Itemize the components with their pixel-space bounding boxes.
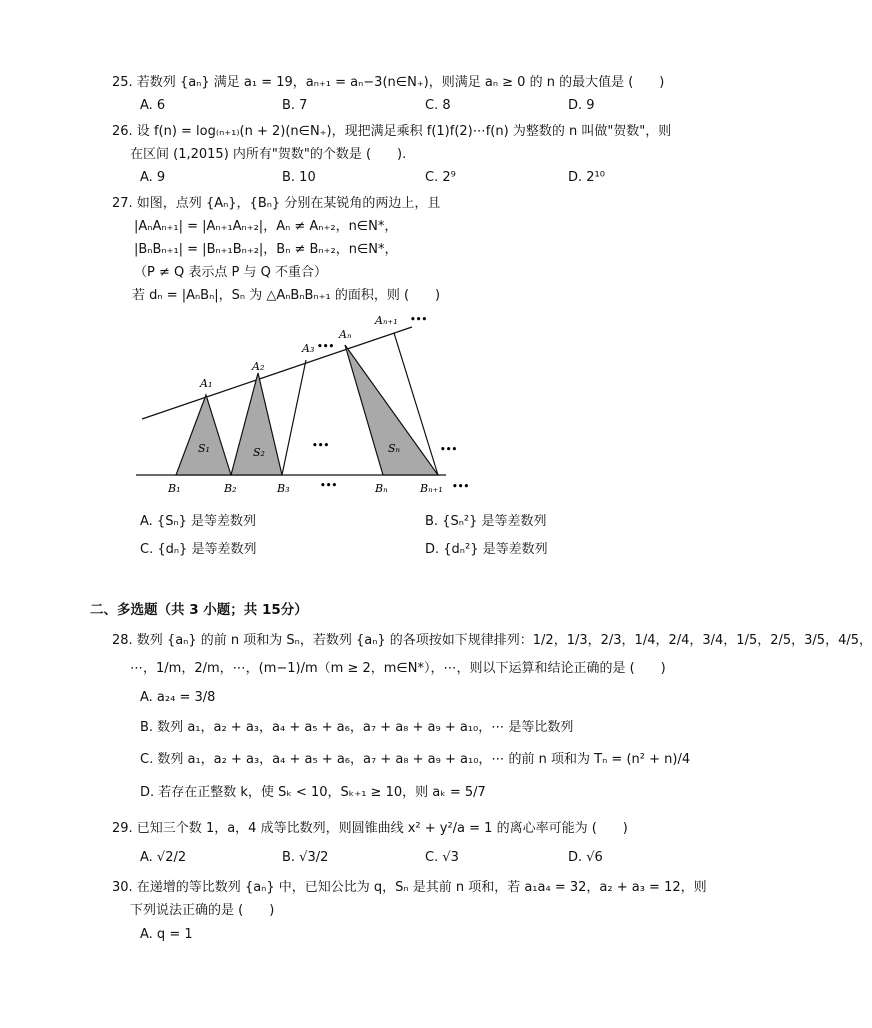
ellipsis-bottom: •••	[320, 481, 338, 491]
label-s1: S₁	[198, 442, 210, 455]
q28-option-c[interactable]: C. 数列 a₁，a₂ + a₃，a₄ + a₅ + a₆，a₇ + a₈ + a₉ + a₁₀，⋯ 的前 n 项和为 Tₙ = (n² + n)/4	[140, 752, 691, 767]
label-sn: Sₙ	[388, 442, 400, 455]
section-title: 二、多选题（共 3 小题；共 15分）	[90, 602, 308, 618]
q28-option-b[interactable]: B. 数列 a₁，a₂ + a₃，a₄ + a₅ + a₆，a₇ + a₈ + a₉ + a₁₀，⋯ 是等比数列	[140, 720, 574, 735]
q28-option-d[interactable]: D. 若存在正整数 k，使 Sₖ < 10，Sₖ₊₁ ≥ 10，则 aₖ = 5/7	[140, 785, 486, 800]
triangle-sn	[345, 345, 438, 475]
triangle-s2	[231, 373, 282, 475]
q27-line1: 27. 如图，点列 {Aₙ}，{Bₙ} 分别在某锐角的两边上，且	[112, 196, 441, 211]
q25-option-c[interactable]: C. 8	[425, 98, 451, 113]
q28-line1: 28. 数列 {aₙ} 的前 n 项和为 Sₙ，若数列 {aₙ} 的各项按如下规律排列：1/2，1/3，2/3，1/4，2/4，3/4，1/5，2/5，3/5，4/5，	[112, 633, 872, 648]
q29-option-a[interactable]: A. √2/2	[140, 850, 187, 865]
label-s2: S₂	[253, 446, 265, 459]
q25-stem: 25. 若数列 {aₙ} 满足 a₁ = 19，aₙ₊₁ = aₙ−3(n∈N₊)，则满足 aₙ ≥ 0 的 n 的最大值是 ( )	[112, 75, 665, 90]
q30-line1: 30. 在递增的等比数列 {aₙ} 中，已知公比为 q，Sₙ 是其前 n 项和，若 a₁a₄ = 32，a₂ + a₃ = 12，则	[112, 880, 707, 895]
q25-option-b[interactable]: B. 7	[282, 98, 308, 113]
q26-option-b[interactable]: B. 10	[282, 170, 316, 185]
q26-option-a[interactable]: A. 9	[140, 170, 166, 185]
q28-line2: ⋯，1/m，2/m，⋯，(m−1)/m（m ≥ 2，m∈N*），⋯，则以下运算和结论正确的是 ( )	[130, 661, 666, 676]
ellipsis-a3: •••	[317, 342, 335, 352]
q26-line2: 在区间 (1,2015) 内所有"贺数"的个数是 ( ).	[130, 147, 407, 162]
q27-option-b[interactable]: B. {Sₙ²} 是等差数列	[425, 514, 547, 529]
label-b1: B₁	[168, 482, 181, 495]
label-bn: Bₙ	[375, 482, 388, 495]
q26-line1: 26. 设 f(n) = log₍ₙ₊₁₎(n + 2)(n∈N₊)，现把满足乘积 f(1)f(2)⋯f(n) 为整数的 n 叫做"贺数"，则	[112, 124, 672, 139]
q29-option-d[interactable]: D. √6	[568, 850, 603, 865]
label-a2: A₂	[252, 360, 265, 373]
q26-option-d[interactable]: D. 2¹⁰	[568, 170, 605, 185]
q27-option-d[interactable]: D. {dₙ²} 是等差数列	[425, 542, 548, 557]
q29-option-b[interactable]: B. √3/2	[282, 850, 329, 865]
q28-option-a[interactable]: A. a₂₄ = 3/8	[140, 690, 216, 705]
label-an: Aₙ	[339, 328, 352, 341]
q26-option-c[interactable]: C. 2⁹	[425, 170, 456, 185]
q29-option-c[interactable]: C. √3	[425, 850, 459, 865]
ellipsis-right: •••	[440, 445, 458, 455]
q27-option-a[interactable]: A. {Sₙ} 是等差数列	[140, 514, 257, 529]
q25-option-d[interactable]: D. 9	[568, 98, 595, 113]
q27-line4: （P ≠ Q 表示点 P 与 Q 不重合）	[134, 265, 327, 280]
q30-option-a[interactable]: A. q = 1	[140, 927, 193, 942]
label-b2: B₂	[224, 482, 237, 495]
label-an1: Aₙ₊₁	[375, 314, 398, 327]
label-bn1: Bₙ₊₁	[420, 482, 443, 495]
q27-figure	[0, 0, 794, 510]
q27-line5: 若 dₙ = |AₙBₙ|，Sₙ 为 △AₙBₙBₙ₊₁ 的面积，则 ( )	[132, 288, 441, 303]
ellipsis-an1: •••	[410, 315, 428, 325]
segment-a3-b3	[282, 360, 306, 475]
label-b3: B₃	[277, 482, 290, 495]
label-a1: A₁	[200, 377, 213, 390]
ellipsis-middle: •••	[312, 441, 330, 451]
ellipsis-bn1: •••	[452, 482, 470, 492]
q30-line2: 下列说法正确的是 ( )	[130, 903, 275, 918]
q25-option-a[interactable]: A. 6	[140, 98, 166, 113]
triangle-s1	[176, 395, 231, 475]
q27-line2: |AₙAₙ₊₁| = |Aₙ₊₁Aₙ₊₂|，Aₙ ≠ Aₙ₊₂，n∈N*，	[134, 219, 398, 234]
label-a3: A₃	[302, 342, 315, 355]
q27-line3: |BₙBₙ₊₁| = |Bₙ₊₁Bₙ₊₂|，Bₙ ≠ Bₙ₊₂，n∈N*，	[134, 242, 398, 257]
q27-option-c[interactable]: C. {dₙ} 是等差数列	[140, 542, 257, 557]
q29-stem: 29. 已知三个数 1，a，4 成等比数列，则圆锥曲线 x² + y²/a = 1 的离心率可能为 ( )	[112, 821, 628, 836]
